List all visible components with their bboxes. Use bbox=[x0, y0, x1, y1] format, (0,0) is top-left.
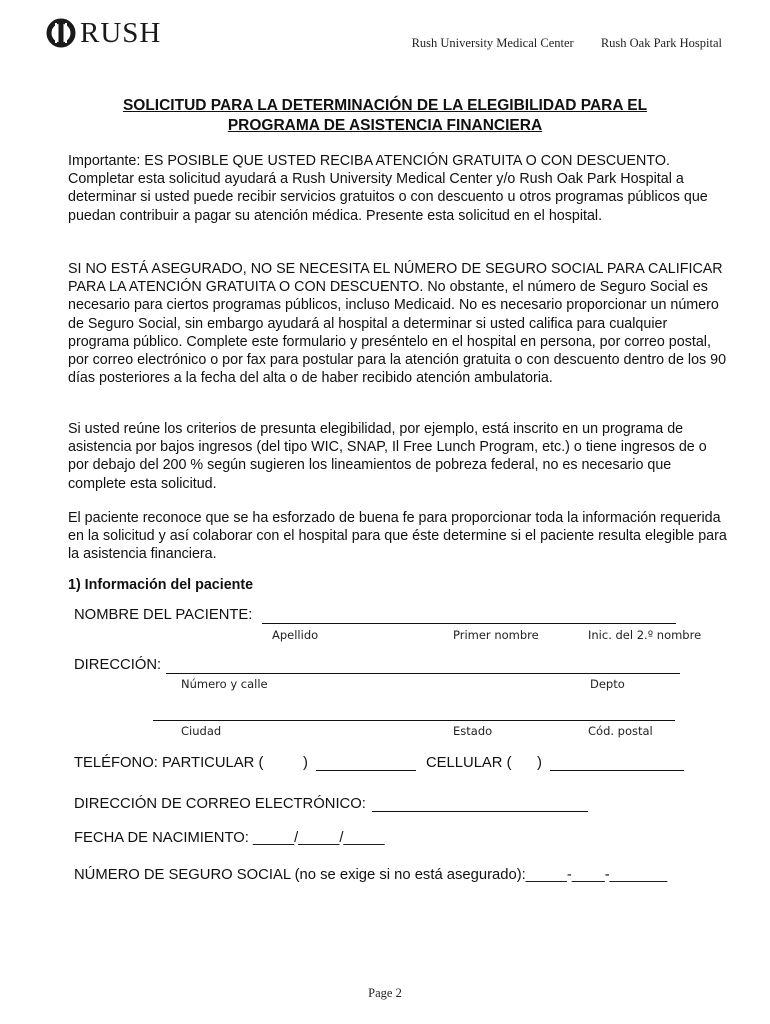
city-state-zip-field[interactable] bbox=[153, 720, 675, 721]
header-link-oak-park[interactable]: Rush Oak Park Hospital bbox=[600, 36, 722, 50]
address-sub-apt: Depto bbox=[590, 677, 625, 691]
home-phone-label: TELÉFONO: PARTICULAR ( bbox=[74, 755, 264, 771]
patient-name-label: NOMBRE DEL PACIENTE: bbox=[74, 607, 253, 623]
section-patient-info: 1) Información del paciente bbox=[68, 577, 254, 593]
title-line-2: PROGRAMA DE ASISTENCIA FINANCIERA bbox=[227, 117, 543, 134]
home-phone-paren: ) bbox=[303, 755, 308, 771]
address-label: DIRECCIÓN: bbox=[74, 657, 162, 673]
dob-field[interactable]: FECHA DE NACIMIENTO: _____/_____/_____ bbox=[74, 830, 385, 846]
email-field[interactable] bbox=[372, 811, 588, 812]
street-address-field[interactable] bbox=[166, 673, 680, 674]
address-sub-state: Estado bbox=[453, 724, 493, 738]
paragraph-importante: Importante: ES POSIBLE QUE USTED RECIBA ATENCIÓN GRATUITA O CON DESCUENTO. Completar esta solicitud ayudará a Rush University Medical Center y/o Rush Oak Park Hospital a determinar si usted puede recibir servicios gratuitos o con descuento u otros programas públicos que puedan contribuir a pagar su atención médica. Presente esta solicitud en el hospital. bbox=[68, 153, 708, 224]
name-sub-first: Primer nombre bbox=[453, 628, 539, 642]
cell-phone-paren: ) bbox=[537, 755, 542, 771]
logo-text: RUSH bbox=[80, 17, 162, 49]
home-phone-field[interactable] bbox=[316, 770, 416, 771]
paragraph-presumptive: Si usted reúne los criterios de presunta elegibilidad, por ejemplo, está inscrito en un programa de asistencia por bajos ingresos (del tipo WIC, SNAP, Il Free Lunch Program, etc.) o tiene ingresos de o por debajo del 200 % según sugieren los lineamientos de pobreza federal, no es necesario que complete esta solicitud. bbox=[68, 421, 707, 492]
address-sub-zip: Cód. postal bbox=[588, 724, 653, 738]
paragraph-acknowledgement: El paciente reconoce que se ha esforzado de buena fe para proporcionar toda la información requerida en la solicitud y así colaborar con el hospital para que éste determine si el paciente resulta elegible para la asistencia financiera. bbox=[68, 510, 727, 563]
ssn-field[interactable]: NÚMERO DE SEGURO SOCIAL (no se exige si no está asegurado):_____-____-_______ bbox=[74, 867, 668, 883]
email-label: DIRECCIÓN DE CORREO ELECTRÓNICO: bbox=[74, 796, 366, 812]
address-sub-street: Número y calle bbox=[181, 677, 268, 691]
page-number: Page 2 bbox=[368, 986, 402, 1000]
header-links bbox=[388, 36, 722, 51]
paragraph-ssn-note: SI NO ESTÁ ASEGURADO, NO SE NECESITA EL NÚMERO DE SEGURO SOCIAL PARA CALIFICAR PARA LA ATENCIÓN GRATUITA O CON DESCUENTO. No obstante, el número de Seguro Social es necesario para ciertos programas públicos, incluso Medicaid. No es necesario proporcionar un número de Seguro Social, sin embargo ayudará al hospital a determinar si usted califica para cualquier programa público. Complete este formulario y preséntelo en el hospital en persona, por correo postal, por correo electrónico o por fax para postular para la atención gratuita o con descuento dentro de los 90 días posteriores a la fecha del alta o de haber recibido atención ambulatoria. bbox=[68, 261, 727, 387]
name-sub-last: Apellido bbox=[272, 628, 319, 642]
address-sub-city: Ciudad bbox=[181, 724, 222, 738]
cell-phone-field[interactable] bbox=[550, 770, 684, 771]
name-sub-middle: Inic. del 2.º nombre bbox=[588, 628, 702, 642]
document-title bbox=[70, 96, 700, 136]
rush-logo bbox=[46, 18, 161, 48]
patient-name-field[interactable] bbox=[262, 623, 676, 624]
header-link-rumc[interactable]: Rush University Medical Center bbox=[411, 36, 574, 50]
rush-logo-icon bbox=[46, 18, 76, 48]
title-line-1: SOLICITUD PARA LA DETERMINACIÓN DE LA ELEGIBILIDAD PARA EL bbox=[122, 97, 648, 114]
cell-phone-label: CELLULAR ( bbox=[426, 755, 512, 771]
